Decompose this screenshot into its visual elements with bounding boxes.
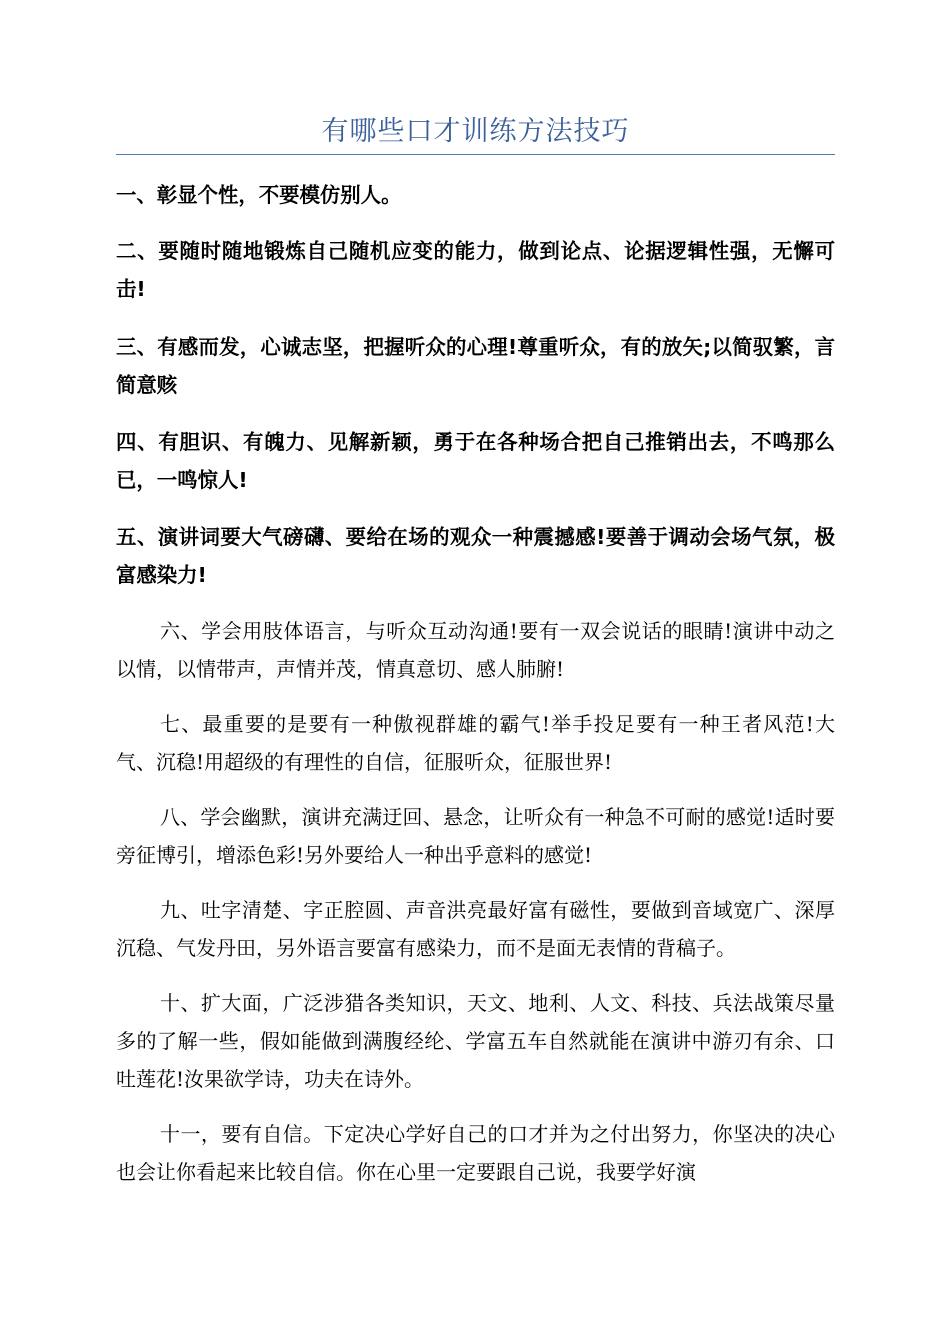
regular-item-11: 十一，要有自信。下定决心学好自己的口才并为之付出努力，你坚决的决心也会让你看起来比较自信。你在心里一定要跟自己说，我要学好演	[116, 1122, 835, 1184]
document-title: 有哪些口才训练方法技巧	[321, 116, 630, 147]
regular-item-8: 八、学会幽默，演讲充满迂回、悬念，让听众有一种急不可耐的感觉!适时要旁征博引，增添色彩!另外要给人一种出乎意料的感觉!	[116, 805, 835, 867]
bold-item-4: 四、有胆识、有魄力、见解新颖，勇于在各种场合把自己推销出去，不鸣那么已，一鸣惊人!	[116, 430, 835, 492]
regular-item-9: 九、吐字清楚、字正腔圆、声音洪亮最好富有磁性，要做到音域宽广、深厚沉稳、气发丹田，另外语言要富有感染力，而不是面无表情的背稿子。	[116, 898, 835, 960]
bold-item-5: 五、演讲词要大气磅礴、要给在场的观众一种震撼感!要善于调动会场气氛，极富感染力!	[116, 525, 835, 587]
bold-item-2: 二、要随时随地锻炼自己随机应变的能力，做到论点、论据逻辑性强，无懈可击!	[116, 239, 835, 301]
document-body	[116, 176, 835, 1191]
regular-item-10: 十、扩大面，广泛涉猎各类知识，天文、地利、人文、科技、兵法战策尽量多的了解一些，假如能做到满腹经纶、学富五车自然就能在演讲中游刃有余、口吐莲花!汝果欲学诗，功夫在诗外。	[116, 991, 835, 1091]
bold-item-1: 一、彰显个性，不要模仿别人。	[116, 183, 402, 207]
bold-item-3: 三、有感而发，心诚志坚，把握听众的心理!尊重听众，有的放矢;以简驭繁，言简意赅	[116, 335, 835, 397]
title-underline	[116, 154, 835, 155]
regular-item-7: 七、最重要的是要有一种傲视群雄的霸气!举手投足要有一种王者风范!大气、沉稳!用超级的有理性的自信，征服听众，征服世界!	[116, 712, 835, 774]
regular-item-6: 六、学会用肢体语言，与听众互动沟通!要有一双会说话的眼睛!演讲中动之以情，以情带声，声情并茂，情真意切、感人肺腑!	[116, 619, 835, 681]
